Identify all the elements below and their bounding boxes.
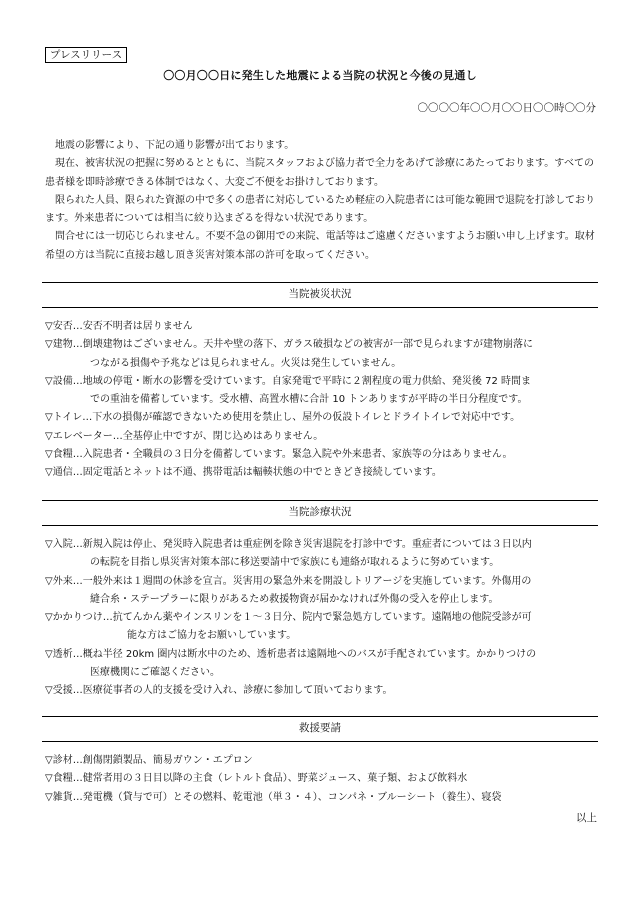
section-divider [42,525,598,526]
list-item-continuation: 能な方はご協力をお願いしています。 [127,630,297,642]
list-item: ▽設備…地域の停電・断水の影響を受けています。自家発電で平時に２割程度の電力供給、発災後 72 時間ま [45,375,531,387]
list-item: ▽食糧…健常者用の３日目以降の主食（レトルト食品）、野菜ジュース、菓子類、および飲料水 [45,773,468,785]
section-heading-label: 当院被災状況 [288,288,352,300]
list-item: ▽安否…安否不明者は居りません [45,321,193,332]
section-heading-aid [42,716,598,735]
document-title: 〇〇月〇〇日に発生した地震による当院の状況と今後の見通し [163,69,477,82]
list-item-continuation: つながる損傷や予兆などは見られません。火災は発生していません。 [90,357,402,369]
intro-text [45,137,597,265]
intro-paragraph: 現在、被害状況の把握に努めるとともに、当院スタッフおよび協力者で全力をあげて診療にあたっております。すべての患者様を即時診療できる体制ではなく、大変ご不便をお掛けしております。 [45,158,594,188]
section-heading-label: 当院診療状況 [288,506,352,518]
aid-list [45,752,597,807]
list-item: ▽受援…医療従事者の人的支援を受け入れ、診療に参加して頂いております。 [45,685,393,697]
section-divider [42,307,598,308]
list-item: ▽通信…固定電話とネットは不通、携帯電話は輻輳状態の中でときどき接続しています。 [45,467,442,479]
list-item: ▽建物…倒壊建物はございません。天井や壁の落下、ガラス破損などの被害が一部で見られますが建物崩落に [45,339,534,351]
list-item-continuation: の転院を目指し県災害対策本部に移送要請中で家族にも連絡が取れるように努めています。 [90,557,500,569]
list-item: ▽診材…創傷閉鎖製品、簡易ガウン・エプロン [45,755,253,766]
intro-paragraph: 地震の影響により、下記の通り影響が出ております。 [55,140,295,151]
section-divider [42,741,598,742]
list-item: ▽かかりつけ…抗てんかん薬やインスリンを１～３日分、院内で緊急処方しています。遠隔地の他院受診が可 [45,612,532,624]
list-item: ▽透析…概ね半径 20km 圏内は断水中のため、透析患者は遠隔地へのバスが手配されています。かかりつけの [45,648,537,660]
damage-list [45,318,597,483]
list-item: ▽トイレ…下水の損傷が確認できないため使用を禁止し、屋外の仮設トイレとドライトイレで対応中です。 [45,412,521,424]
list-item-continuation: での重油を備蓄しています。受水槽、高置水槽に合計 10 トンありますが平時の半日分程度です。 [90,394,528,406]
list-item: ▽食糧…入院患者・全職員の３日分を備蓄しています。緊急入院や外来患者、家族等の分はありません。 [45,449,513,461]
section-heading-label: 救援要請 [299,722,341,734]
list-item: ▽外来…一般外来は１週間の休診を宣言。災害用の緊急外来を開設しトリアージを実施しています。外傷用の [45,575,532,587]
section-heading-damage [42,282,598,301]
intro-paragraph: 問合せには一切応じられません。不要不急の御用での来院、電話等はご遠慮くださいますようお願い申し上げます。取材希望の方は当院に直接お越し頂き災害対策本部の許可を取ってください。 [45,231,595,261]
list-item-continuation: 医療機関にご確認ください。 [90,667,220,679]
care-list [45,536,597,701]
intro-paragraph: 限られた人員、限られた資源の中で多くの患者に対応しているため軽症の入院患者には可能な範囲で退院を打診しております。外来患者については相当に絞り込まざるを得ない状況であります。 [45,194,595,225]
press-release-badge: プレスリリース [45,47,127,63]
closing-text: 以上 [576,812,597,824]
list-item-continuation: 縫合糸・ステープラーに限りがあるため救援物資が届かなければ外傷の受入を停止します。 [90,593,499,605]
list-item: ▽雑貨…発電機（貸与で可）とその燃料、乾電池（単３・４）、コンパネ・ブルーシート（養生）、寝袋 [45,791,502,803]
list-item: ▽入院…新規入院は停止、発災時入院患者は重症例を除き災害退院を打診中です。重症者については３日以内 [45,539,532,550]
list-item: ▽エレベーター…全基停止中ですが、閉じ込めはありません。 [45,430,324,442]
section-heading-care [42,500,598,519]
issue-datetime: 〇〇〇〇年〇〇月〇〇日〇〇時〇〇分 [417,102,596,114]
